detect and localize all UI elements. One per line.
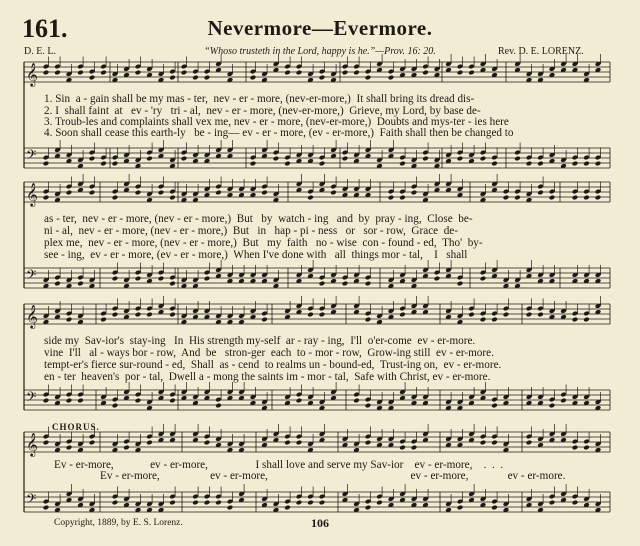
note-head: [319, 281, 326, 287]
note-head: [215, 403, 222, 409]
note-head: [457, 156, 464, 162]
lyric-line: 3. Troub-les and complaints shall vex me, nev - er - more, (nev-er-more,) Doubts and mys-ter - ies here: [44, 116, 509, 128]
note-head: [284, 70, 291, 76]
lyric-line: as - ter, nev - er - more, (nev - er - more,) But by watch - ing and by pray - ing, Close be-: [44, 213, 473, 225]
note-head: [526, 440, 533, 446]
note-head: [112, 161, 119, 167]
note-head: [572, 195, 579, 201]
note-head: [549, 500, 556, 506]
note-head: [169, 75, 176, 81]
note-head: [353, 70, 360, 76]
note-head: [169, 281, 176, 287]
note-head: [457, 70, 464, 76]
bass-clef-icon: 𝄢: [26, 389, 37, 408]
note-head: [204, 276, 211, 282]
note-head: [342, 70, 349, 76]
note-head: [146, 312, 153, 318]
chorus-label: CHORUS.: [52, 422, 100, 432]
note-head: [319, 500, 326, 506]
copyright-notice: Copyright, 1889, by E. S. Lorenz.: [54, 518, 183, 528]
note-head: [227, 505, 234, 511]
lyric-line: plex me, nev - er - more, (nev - er - more,) But my faith no - wise con - found - ed, Tho' by-: [44, 237, 483, 249]
note-head: [66, 398, 73, 404]
note-head: [342, 156, 349, 162]
note-head: [388, 195, 395, 201]
hymn-title: Nevermore—Evermore.: [207, 16, 433, 40]
note-head: [457, 505, 464, 511]
lyric-line: 2. I shall faint at ev - 'ry tri - al, nev - er - more, (nev-er-more,) Grieve, my Lord, by base de-: [44, 105, 481, 117]
note-head: [273, 156, 280, 162]
note-head: [422, 156, 429, 162]
note-head: [537, 190, 544, 196]
note-head: [296, 398, 303, 404]
note-head: [422, 70, 429, 76]
note-head: [503, 195, 510, 201]
note-head: [353, 398, 360, 404]
note-head: [307, 195, 314, 201]
note-head: [66, 317, 73, 323]
note-head: [399, 312, 406, 318]
note-head: [342, 281, 349, 287]
note-head: [307, 500, 314, 506]
note-head: [158, 276, 165, 282]
epigraph: “Whoso trusteth in the Lord, happy is he.”—Prov. 16: 20.: [204, 46, 436, 57]
note-head: [89, 75, 96, 81]
note-head: [480, 317, 487, 323]
note-head: [284, 440, 291, 446]
note-head: [43, 161, 50, 167]
note-head: [204, 500, 211, 506]
note-head: [89, 190, 96, 196]
note-head: [480, 276, 487, 282]
lyric-line: en - ter heaven's por - tal, Dwell a - mong the saints im - mor - tal, Safe with Christ, ev - er-more.: [44, 371, 491, 383]
composer-credit: Rev. D. E. LORENZ.: [498, 46, 584, 57]
note-head: [43, 398, 50, 404]
note-head: [215, 190, 222, 196]
note-head: [365, 505, 372, 511]
lyric-line: see - ing, ev - er - more, (ev - er - more,) When I've done with all things mor - tal, I shall: [44, 249, 468, 261]
note-head: [43, 195, 50, 201]
note-head: [595, 195, 602, 201]
note-head: [169, 398, 176, 404]
note-head: [537, 161, 544, 167]
note-head: [503, 312, 510, 318]
note-head: [307, 312, 314, 318]
note-head: [388, 75, 395, 81]
treble-clef-icon: 𝄞: [26, 62, 38, 86]
note-head: [583, 195, 590, 201]
note-head: [319, 312, 326, 318]
hymn-number: 161.: [22, 14, 68, 43]
note-head: [135, 70, 142, 76]
note-head: [549, 403, 556, 409]
note-head: [296, 70, 303, 76]
note-head: [572, 317, 579, 323]
note-head: [54, 281, 61, 287]
note-head: [89, 156, 96, 162]
note-head: [100, 70, 107, 76]
note-head: [204, 440, 211, 446]
note-head: [146, 440, 153, 446]
note-head: [491, 161, 498, 167]
note-head: [491, 317, 498, 323]
note-head: [261, 317, 268, 323]
note-head: [284, 161, 291, 167]
note-head: [100, 161, 107, 167]
bass-clef-icon: 𝄢: [26, 267, 37, 286]
note-head: [43, 505, 50, 511]
note-head: [491, 403, 498, 409]
lyric-line: ni - al, nev - er - more, (nev - er - more,) But in hap - pi - ness or sor - row, Grace de-: [44, 225, 459, 237]
note-head: [365, 403, 372, 409]
note-head: [112, 195, 119, 201]
lyric-line: 1. Sin a - gain shall be my mas - ter, nev - er - more, (nev-er-more,) It shall bring its dread dis-: [44, 93, 475, 105]
bass-clef-icon: 𝄢: [26, 491, 37, 510]
note-head: [169, 195, 176, 201]
note-head: [365, 75, 372, 81]
note-head: [169, 312, 176, 318]
note-head: [376, 500, 383, 506]
note-head: [123, 445, 130, 451]
note-head: [572, 445, 579, 451]
note-head: [146, 156, 153, 162]
note-head: [77, 70, 84, 76]
note-head: [468, 312, 475, 318]
note-head: [112, 312, 119, 318]
note-head: [572, 161, 579, 167]
note-head: [572, 500, 579, 506]
note-head: [399, 445, 406, 451]
note-head: [158, 190, 165, 196]
note-head: [66, 190, 73, 196]
note-head: [365, 281, 372, 287]
note-head: [112, 403, 119, 409]
page-number: 106: [311, 516, 329, 530]
note-head: [135, 312, 142, 318]
lyric-line: vine I'll al - ways bor - row, And be stron-ger each to - mor - row, Grow-ing still ev - er-more.: [44, 347, 494, 359]
note-head: [250, 161, 257, 167]
lyric-line: 4. Soon shall cease this earth-ly be - ing— ev - er - more, (ev - er-more,) Faith shall then be changed to: [44, 127, 514, 139]
note-head: [457, 281, 464, 287]
note-head: [192, 75, 199, 81]
note-head: [296, 500, 303, 506]
note-head: [100, 317, 107, 323]
note-head: [514, 156, 521, 162]
chorus-lyric-line: Ev - er-more, ev - er-more, ev - er-more, ev - er-more.: [100, 470, 566, 482]
note-head: [296, 440, 303, 446]
note-head: [526, 312, 533, 318]
note-head: [77, 398, 84, 404]
note-head: [526, 161, 533, 167]
note-head: [365, 317, 372, 323]
note-head: [250, 75, 257, 81]
note-head: [434, 276, 441, 282]
note-head: [215, 500, 222, 506]
lyric-line: side my Sav-ior's stay-ing In His strength my-self ar - ray - ing, I'll o'er-come ev - er-more.: [44, 335, 476, 347]
note-head: [135, 190, 142, 196]
note-head: [491, 505, 498, 511]
note-head: [549, 195, 556, 201]
note-head: [537, 312, 544, 318]
note-head: [89, 440, 96, 446]
note-head: [181, 70, 188, 76]
note-head: [491, 440, 498, 446]
note-head: [169, 500, 176, 506]
lyric-line: tempt-er's fierce sur-round - ed, Shall as - cend to realms un - bound-ed, Trust-ing on, ev - er-more.: [44, 359, 502, 371]
note-head: [411, 190, 418, 196]
treble-clef-icon: 𝄞: [26, 432, 38, 456]
treble-clef-icon: 𝄞: [26, 182, 38, 206]
note-head: [43, 440, 50, 446]
note-head: [583, 317, 590, 323]
note-head: [284, 505, 291, 511]
note-head: [480, 440, 487, 446]
note-head: [112, 500, 119, 506]
note-head: [135, 398, 142, 404]
note-head: [595, 161, 602, 167]
note-head: [399, 161, 406, 167]
note-head: [319, 161, 326, 167]
note-head: [261, 190, 268, 196]
note-head: [181, 156, 188, 162]
note-head: [480, 156, 487, 162]
note-head: [560, 398, 567, 404]
note-head: [112, 276, 119, 282]
bass-clef-icon: 𝄢: [26, 147, 37, 166]
note-head: [583, 161, 590, 167]
note-head: [54, 70, 61, 76]
note-head: [204, 75, 211, 81]
note-head: [43, 70, 50, 76]
note-head: [365, 440, 372, 446]
note-head: [66, 445, 73, 451]
note-head: [399, 195, 406, 201]
note-head: [411, 445, 418, 451]
chorus-lyric-line: Ev - er-more, ev - er-more, I shall love and serve my Sav-ior ev - er-more, . . .: [54, 459, 504, 471]
note-head: [319, 75, 326, 81]
note-head: [192, 500, 199, 506]
treble-clef-icon: 𝄞: [26, 304, 38, 328]
note-head: [583, 445, 590, 451]
note-head: [514, 195, 521, 201]
note-head: [330, 190, 337, 196]
note-head: [77, 281, 84, 287]
note-head: [468, 70, 475, 76]
author-initials: D. E. L.: [24, 46, 56, 57]
note-head: [135, 276, 142, 282]
